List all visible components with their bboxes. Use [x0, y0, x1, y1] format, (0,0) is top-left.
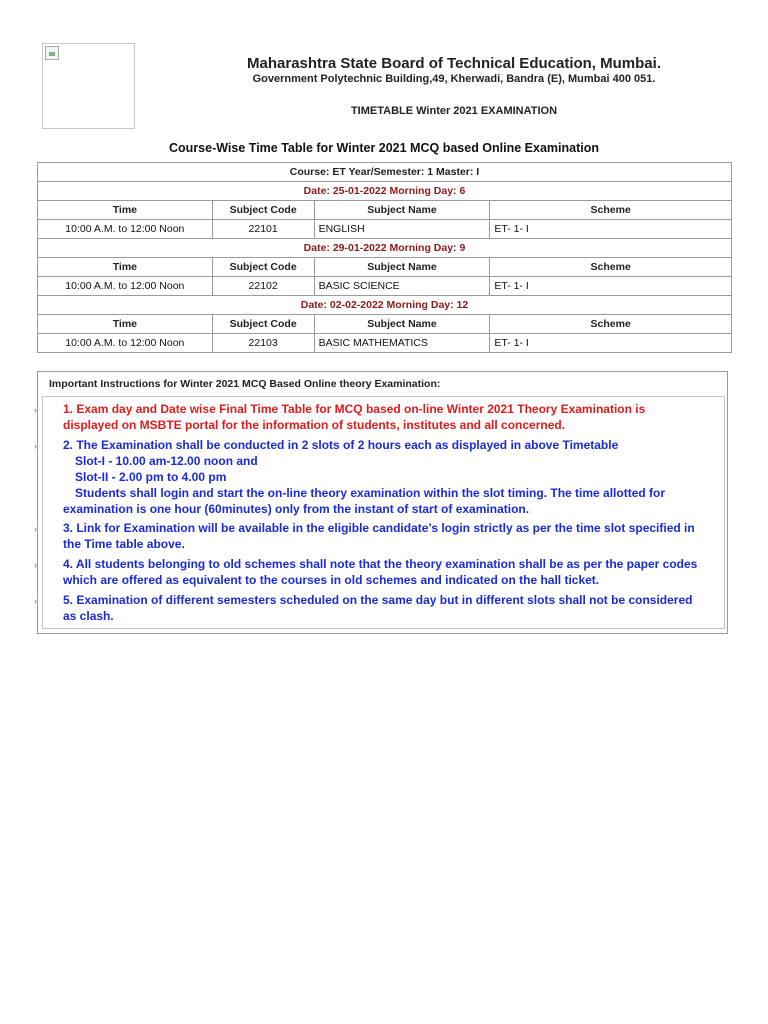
instructions-list [42, 396, 725, 629]
course-row [38, 163, 732, 182]
cell-code: 22101 [212, 220, 314, 239]
instruction-item-5 [63, 592, 723, 624]
broken-image-icon [45, 46, 59, 60]
cell-scheme: ET- 1- I [490, 334, 732, 353]
col-header-scheme: Scheme [490, 315, 732, 334]
date-row [38, 182, 732, 201]
table-row [38, 277, 732, 296]
cell-code: 22102 [212, 277, 314, 296]
cell-time: 10:00 A.M. to 12:00 Noon [38, 277, 213, 296]
instruction-item-3 [63, 520, 723, 552]
board-name: Maharashtra State Board of Technical Education, Mumbai. [247, 55, 661, 72]
instruction-line: Slot-II - 2.00 pm to 4.00 pm [75, 470, 227, 484]
col-header-name: Subject Name [314, 315, 490, 334]
cell-code: 22103 [212, 334, 314, 353]
timetable-table [37, 162, 732, 353]
instruction-item-1 [63, 401, 723, 433]
cell-scheme: ET- 1- I [490, 220, 732, 239]
instruction-line: the Time table above. [63, 537, 185, 551]
instructions-title: Important Instructions for Winter 2021 MCQ Based Online theory Examination: [49, 378, 441, 390]
col-header-code: Subject Code [212, 315, 314, 334]
col-header-code: Subject Code [212, 258, 314, 277]
instruction-line: displayed on MSBTE portal for the information of students, institutes and all concerned. [63, 418, 566, 432]
cell-name: BASIC SCIENCE [314, 277, 490, 296]
bullet-icon: › [34, 441, 37, 451]
instruction-line: Slot-I - 10.00 am-12.00 noon and [75, 454, 258, 468]
course-info: Course: ET Year/Semester: 1 Master: I [38, 163, 732, 182]
col-header-name: Subject Name [314, 258, 490, 277]
instruction-item-2 [63, 437, 723, 517]
bullet-icon: › [34, 405, 37, 415]
col-header-code: Subject Code [212, 201, 314, 220]
table-row [38, 220, 732, 239]
course-title: Course-Wise Time Table for Winter 2021 MCQ based Online Examination [169, 141, 599, 155]
col-header-time: Time [38, 258, 213, 277]
cell-scheme: ET- 1- I [490, 277, 732, 296]
cell-name: ENGLISH [314, 220, 490, 239]
instructions-panel [37, 371, 728, 634]
table-row [38, 334, 732, 353]
instruction-line: examination is one hour (60minutes) only from the instant of start of examination. [63, 502, 530, 516]
instruction-item-4 [63, 556, 723, 588]
instruction-line: 5. Examination of different semesters scheduled on the same day but in different slots shall not be considered [63, 593, 693, 607]
cell-time: 10:00 A.M. to 12:00 Noon [38, 220, 213, 239]
header-row [38, 315, 732, 334]
instruction-line: which are offered as equivalent to the courses in old schemes and indicated on the hall ticket. [63, 573, 600, 587]
logo-image [42, 43, 135, 129]
instruction-line: Students shall login and start the on-line theory examination within the slot timing. The time allotted for [75, 486, 666, 500]
col-header-scheme: Scheme [490, 258, 732, 277]
col-header-scheme: Scheme [490, 201, 732, 220]
date-row [38, 239, 732, 258]
col-header-time: Time [38, 315, 213, 334]
col-header-time: Time [38, 201, 213, 220]
exam-date: Date: 29-01-2022 Morning Day: 9 [38, 239, 732, 258]
cell-time: 10:00 A.M. to 12:00 Noon [38, 334, 213, 353]
bullet-icon: › [34, 524, 37, 534]
instruction-line: as clash. [63, 609, 114, 623]
exam-date: Date: 02-02-2022 Morning Day: 12 [38, 296, 732, 315]
exam-date: Date: 25-01-2022 Morning Day: 6 [38, 182, 732, 201]
instruction-line: 1. Exam day and Date wise Final Time Table for MCQ based on-line Winter 2021 Theory Examination is [63, 402, 646, 416]
header-row [38, 201, 732, 220]
header-row [38, 258, 732, 277]
instruction-line: 3. Link for Examination will be available in the eligible candidate’s login strictly as per the time slot specified in [63, 521, 695, 535]
bullet-icon: › [34, 560, 37, 570]
instruction-line: 2. The Examination shall be conducted in 2 slots of 2 hours each as displayed in above Timetable [63, 438, 619, 452]
timetable-title: TIMETABLE Winter 2021 EXAMINATION [350, 105, 558, 117]
date-row [38, 296, 732, 315]
col-header-name: Subject Name [314, 201, 490, 220]
board-address: Government Polytechnic Building,49, Kherwadi, Bandra (E), Mumbai 400 051. [252, 73, 656, 85]
instruction-line: 4. All students belonging to old schemes shall note that the theory examination shall be as per the paper codes [63, 557, 698, 571]
bullet-icon: › [34, 596, 37, 606]
cell-name: BASIC MATHEMATICS [314, 334, 490, 353]
